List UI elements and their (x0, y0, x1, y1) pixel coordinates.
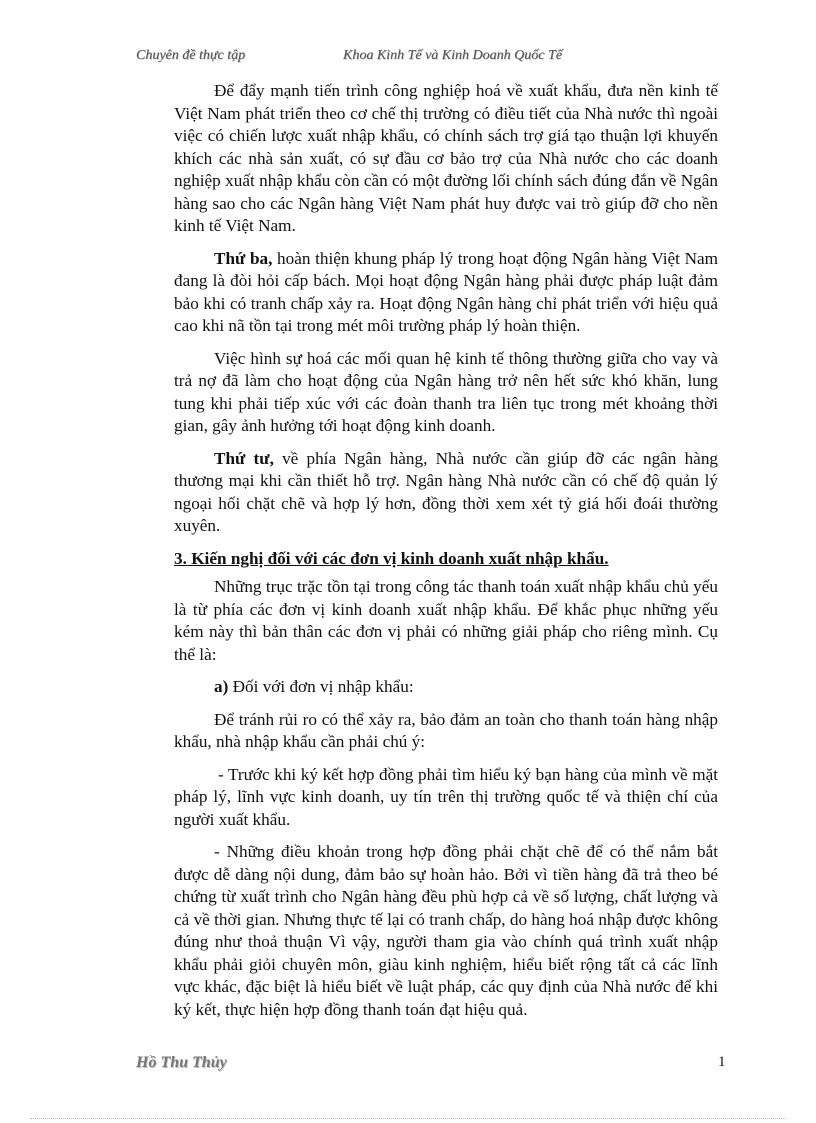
paragraph-1: Để đẩy mạnh tiến trình công nghiệp hoá về xuất khẩu, đưa nền kinh tế Việt Nam phát triển theo cơ chế thị trường có điều tiết của Nhà nước thì ngoài việc có chiến lược xuất nhập khẩu, có chính sách trợ giá tạo thuận lợi khuyến khích các nhà sản xuất, có sự đầu cơ bảo trợ của Nhà nước cho các doanh nghiệp xuất nhập khẩu còn cần có một đường lối chính sách đúng đắn về Ngân hàng sao cho các Ngân hàng Việt Nam phát huy được vai trò giúp đỡ cho nền kinh tế Việt Nam. (174, 81, 718, 235)
paragraph-3: Việc hình sự hoá các mối quan hệ kinh tế thông thường giữa cho vay và trả nợ đã làm cho hoạt động của Ngân hàng trở nên hết sức khó khăn, lung tung khi phải tiếp xúc với các đoàn thanh tra liên tục trong mét khoảng thời gian, gây ảnh hưởng tới hoạt động kinh doanh. (174, 348, 718, 435)
paragraph-2-lead: Thứ ba, (214, 248, 273, 268)
footer-author: Hồ Thu Thủy (136, 1054, 227, 1071)
paragraph-4-lead: Thứ tư, (214, 448, 274, 468)
paragraph-2 (174, 248, 718, 338)
page-header (136, 48, 676, 72)
page-number: 1 (718, 1054, 726, 1070)
paragraph-6-lead: a) (214, 677, 229, 696)
paragraph-6 (174, 676, 718, 699)
page-body (174, 80, 718, 1031)
header-document-type: Chuyên đề thực tập (136, 48, 246, 63)
section-heading (174, 548, 718, 571)
bullet-item-1: - Trước khi ký kết hợp đồng phải tìm hiểu ký bạn hàng của mình về mặt pháp lý, lĩnh vực kinh doanh, uy tín trên thị trường quốc tế và thiện chí của người xuất khẩu. (174, 764, 718, 829)
paragraph-7: Để tránh rủi ro có thể xảy ra, bảo đảm an toàn cho thanh toán hàng nhập khẩu, nhà nhập khẩu cần phải chú ý: (174, 709, 718, 751)
paragraph-5: Những trục trặc tồn tại trong công tác thanh toán xuất nhập khẩu chủ yếu là từ phía các đơn vị kinh doanh xuất nhập khẩu. Để khắc phục những yếu kém này thì bản thân các đơn vị phải có những giải pháp cho riêng mình. Cụ thể là: (174, 577, 718, 664)
page-bottom-border (30, 1118, 786, 1119)
bullet-item-2: - Những điều khoản trong hợp đồng phải chặt chẽ để có thể nắm bắt được dễ dàng nội dung, đảm bảo sự hoàn hảo. Bởi vì tiền hàng đã trả theo bé chứng từ xuất trình cho Ngân hàng đều phù hợp cả về số lượng, chất lượng và cả về thời gian. Nhưng thực tế lại có tranh chấp, do hàng hoá nhập được không đúng như thoả thuận Vì vậy, người tham gia vào chính quá trình xuất nhập khẩu phải giỏi chuyên môn, giàu kinh nghiệm, hiểu biết rộng tất cả các lĩnh vực khác, đặc biệt là hiểu biết về luật pháp, các quy định của Nhà nước để khi ký kết, thực hiện hợp đồng thanh toán đạt hiệu quả. (174, 842, 718, 1019)
paragraph-4 (174, 448, 718, 538)
section-heading-text: 3. Kiến nghị đối với các đơn vị kinh doanh xuất nhập khẩu. (174, 548, 609, 568)
paragraph-2-text: hoàn thiện khung pháp lý trong hoạt động Ngân hàng Việt Nam đang là đòi hỏi cấp bách. Mọi hoạt động Ngân hàng phải được pháp luật đảm bảo khi có tranh chấp xảy ra. Hoạt động Ngân hàng chỉ phát triển với hiệu quả cao khi nã tồn tại trong mét môi trường pháp lý hoàn thiện. (174, 248, 718, 335)
header-faculty: Khoa Kinh Tế và Kinh Doanh Quốc Tế (343, 48, 562, 63)
paragraph-4-text: về phía Ngân hàng, Nhà nước cần giúp đỡ các ngân hàng thương mại khi cần thiết hỗ trợ. Ngân hàng Nhà nước cần có chế độ quản lý ngoại hối chặt chẽ và hợp lý hơn, đồng thời xem xét tỷ giá hối đoái thường xuyên. (174, 448, 719, 535)
paragraph-6-text: Đối với đơn vị nhập khẩu: (228, 677, 414, 696)
